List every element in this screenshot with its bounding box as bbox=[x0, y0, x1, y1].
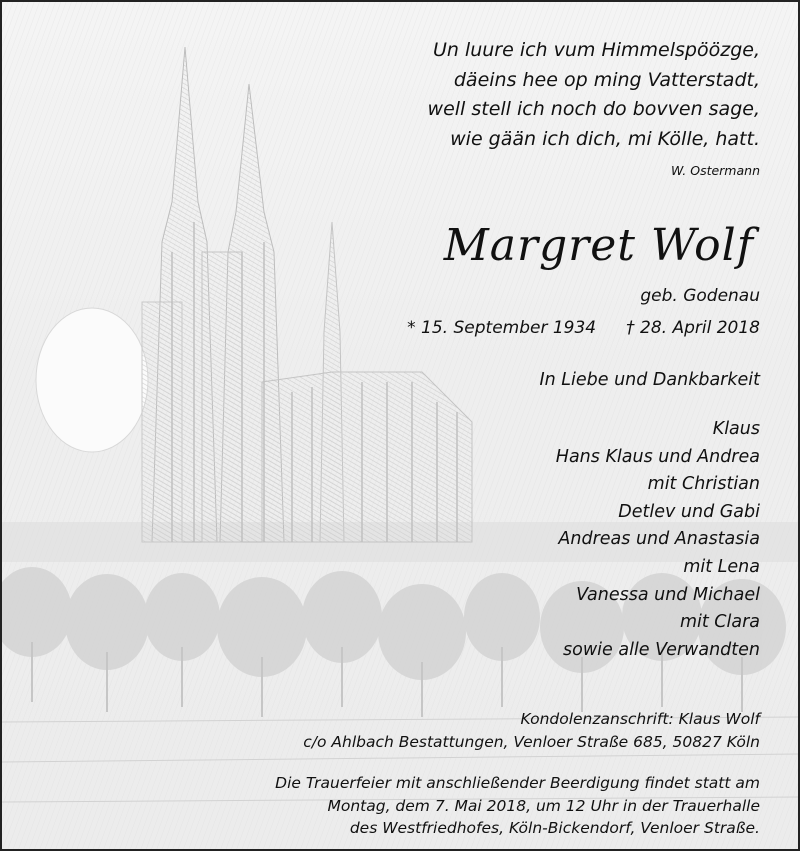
poem-author: W. Ostermann bbox=[670, 163, 760, 178]
family-member: Andreas und Anastasia bbox=[558, 529, 760, 550]
family-member: Hans Klaus und Andrea bbox=[555, 446, 760, 467]
service-line: des Westfriedhofes, Köln-Bickendorf, Venloer Straße. bbox=[349, 819, 760, 837]
poem-line: wie gään ich dich, mi Kölle, hatt. bbox=[450, 127, 760, 150]
family-member: mit Christian bbox=[647, 474, 760, 495]
death-date: † 28. April 2018 bbox=[626, 318, 760, 338]
family-member: sowie alle Verwandten bbox=[563, 639, 760, 660]
condolence-line: Kondolenzanschrift: Klaus Wolf bbox=[520, 710, 760, 728]
greeting: In Liebe und Dankbarkeit bbox=[539, 370, 760, 390]
life-dates bbox=[407, 318, 760, 338]
poem bbox=[428, 36, 760, 154]
family-member: mit Lena bbox=[683, 556, 760, 577]
poem-line: well stell ich noch do bovven sage, bbox=[427, 98, 760, 120]
service-line: Die Trauerfeier mit anschließender Beerdigung findet statt am bbox=[275, 774, 760, 792]
condolence-address bbox=[303, 708, 760, 753]
birth-date: * 15. September 1934 bbox=[407, 318, 597, 338]
family-member: Detlev und Gabi bbox=[618, 501, 760, 522]
family-member: mit Clara bbox=[679, 612, 760, 633]
deceased-name: Margret Wolf bbox=[443, 220, 754, 271]
family-member: Vanessa und Michael bbox=[576, 584, 760, 605]
maiden-name: geb. Godenau bbox=[640, 286, 760, 306]
poem-line: Un luure ich vum Himmelspöözge, bbox=[432, 39, 760, 61]
family-member: Klaus bbox=[712, 419, 760, 439]
condolence-line: c/o Ahlbach Bestattungen, Venloer Straße 685, 50827 Köln bbox=[303, 732, 760, 751]
family-list bbox=[556, 416, 760, 664]
funeral-service-info bbox=[275, 772, 760, 840]
service-line: Montag, dem 7. Mai 2018, um 12 Uhr in der Trauerhalle bbox=[327, 796, 760, 815]
poem-line: däeins hee op ming Vatterstadt, bbox=[453, 68, 760, 91]
